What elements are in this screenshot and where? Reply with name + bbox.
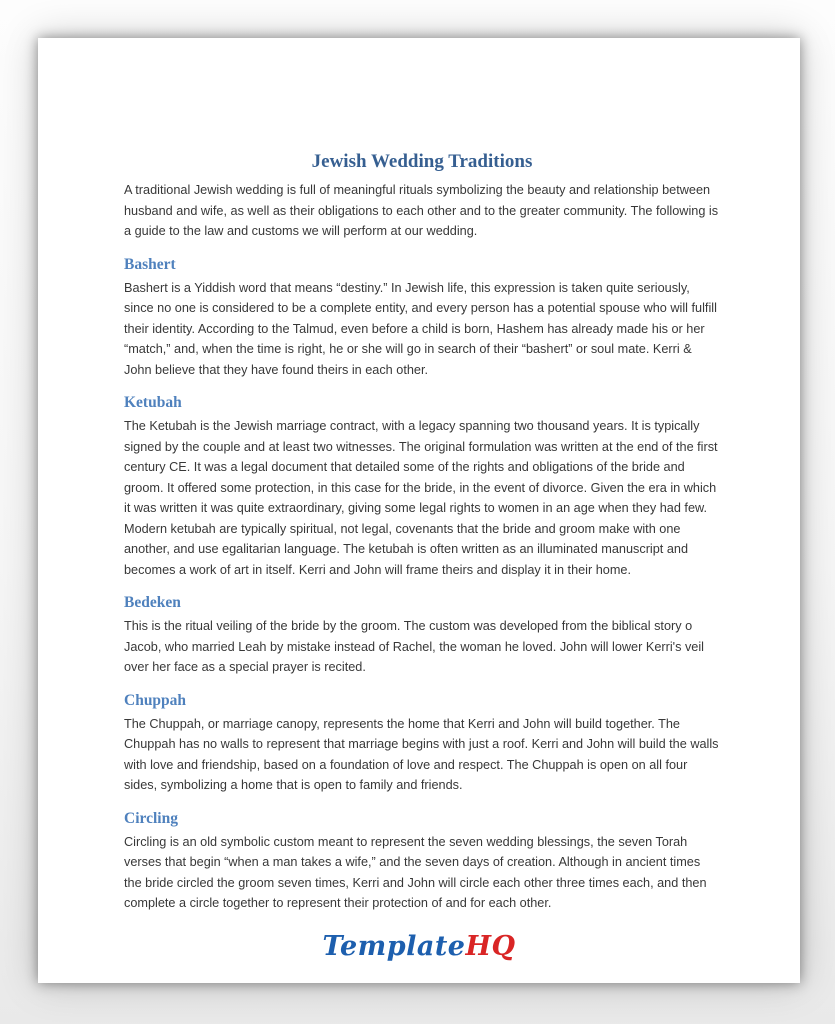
page-title: Jewish Wedding Traditions [311,151,533,172]
section-body-circling: Circling is an old symbolic custom meant to represent the seven wedding blessings, the seven Torah verses that begin “when a man takes a wife,” and the seven days of creation. Although in ancient times the bride circled the groom seven times, Kerri and John will circle each other three times each, and then complete a circle together to represent their protection of and for each other. [124,834,707,910]
section-heading-chuppah: Chuppah [124,691,187,709]
templatehq-logo [38,931,800,962]
section-body-chuppah: The Chuppah, or marriage canopy, represents the home that Kerri and John will build together. The Chuppah has no walls to represent that marriage begins with just a roof. Kerri and John will build the walls with love and friendship, based on a foundation of love and respect. The Chuppah is open on all four sides, symbolizing a home that is open to family and friends. [124,716,719,792]
section-heading-circling: Circling [124,809,178,827]
logo-text-template: Template [322,931,466,962]
section-body-bashert: Bashert is a Yiddish word that means “destiny.” In Jewish life, this expression is taken quite seriously, since no one is considered to be a complete entity, and every person has a potential spouse who will fulfill their identity. According to the Talmud, even before a child is born, Hashem has already made his or her “match,” and, when the time is right, he or she will go in search of their “bashert” or soul mate. Kerri & John believe that they have found theirs in each other. [124,280,717,377]
section-body-ketubah: The Ketubah is the Jewish marriage contract, with a legacy spanning two thousand years. It is typically signed by the couple and at least two witnesses. The original formulation was written at the end of the first century CE. It was a legal document that detailed some of the rights and obligations of the bride and groom. It offered some protection, in this case for the bride, in the event of divorce. Given the era in which it was written it was quite extraordinary, giving some legal rights to women in an age when they had few. Modern ketubah are typically spiritual, not legal, covenants that the bride and groom make with one another, and use egalitarian language. The ketubah is often written as an illuminated manuscript and becomes a work of art in itself. Kerri and John will frame theirs and display it in their home. [124,419,718,577]
section-heading-ketubah: Ketubah [124,394,182,411]
section-heading-bashert: Bashert [124,255,176,273]
intro-paragraph: A traditional Jewish wedding is full of meaningful rituals symbolizing the beauty and relationship between husband and wife, as well as their obligations to each other and to the greater community. The following is a guide to the law and customs we will perform at our wedding. [124,183,719,238]
section-body-bedeken: This is the ritual veiling of the bride by the groom. The custom was developed from the biblical story o Jacob, who married Leah by mistake instead of Rachel, the woman he loved. John will lower Kerri's veil over her face as a special prayer is recited. [124,619,704,674]
section-heading-bedeken: Bedeken [124,594,181,611]
logo-text-hq: HQ [465,931,516,962]
document-page [38,38,800,983]
document-content [124,150,720,914]
